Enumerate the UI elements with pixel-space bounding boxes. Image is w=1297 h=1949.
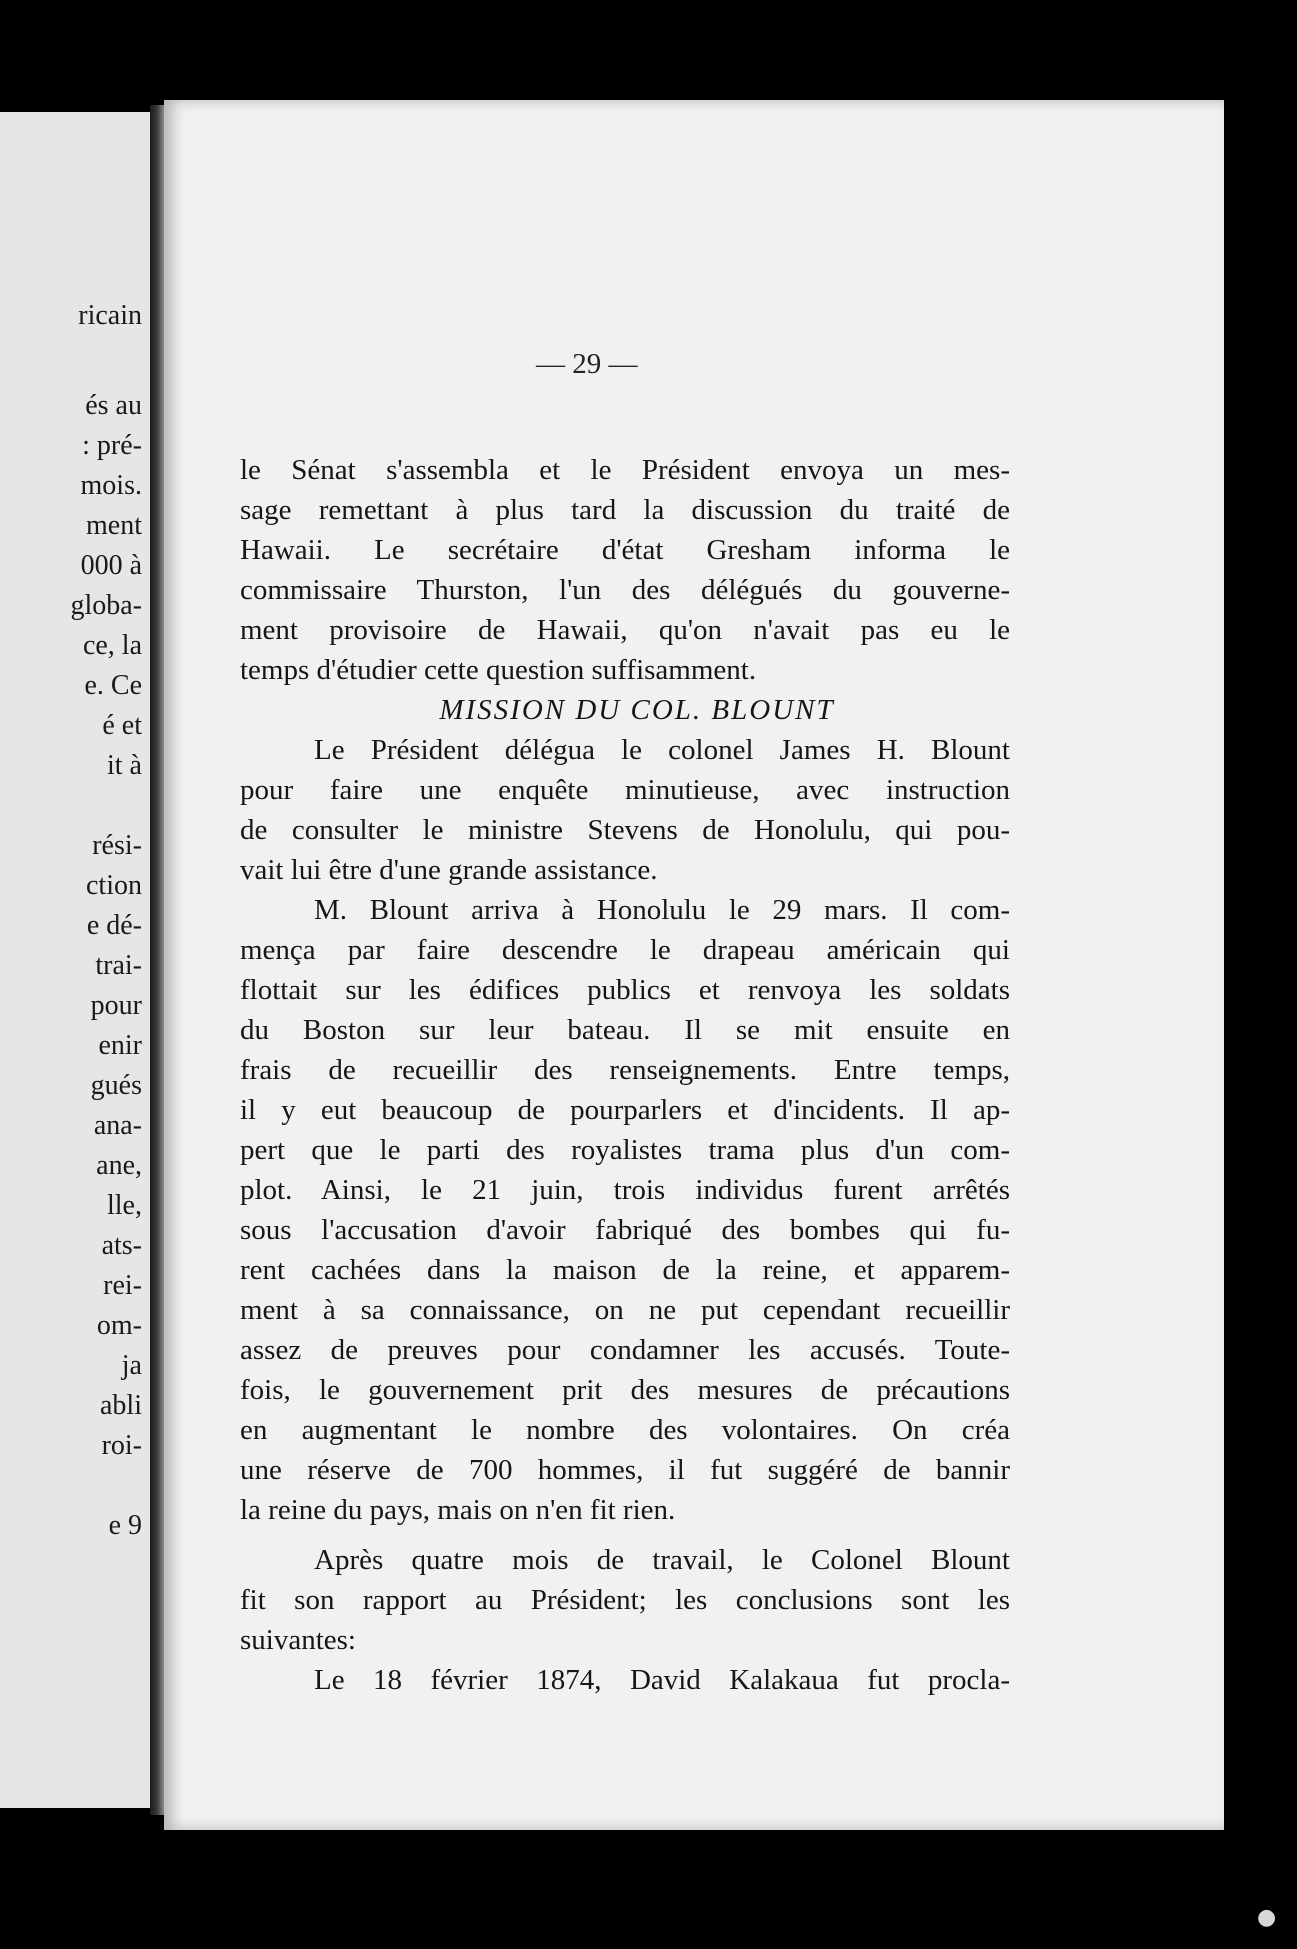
text-line: Hawaii. Le secrétaire d'état Gresham informa le (240, 534, 1010, 566)
text-line: la reine du pays, mais on n'en fit rien. (240, 1494, 676, 1526)
text-line: plot. Ainsi, le 21 juin, trois individus furent arrêtés (240, 1174, 1010, 1206)
left-page-text-fragment: : pré- (82, 430, 142, 461)
text-line: fois, le gouvernement prit des mesures de précautions (240, 1374, 1010, 1406)
left-page-text-fragment: ats- (101, 1230, 142, 1261)
page-text (240, 450, 1010, 1700)
left-page-text-fragment: om- (96, 1310, 142, 1341)
left-page-text-fragment: ce, la (82, 630, 142, 661)
left-page-text-fragment: pour (90, 990, 142, 1021)
left-page-text-fragment: trai- (95, 950, 142, 981)
paragraph-spacer (240, 1530, 1010, 1540)
left-page-text-fragment: globa- (70, 590, 142, 621)
text-line: flottait sur les édifices publics et renvoya les soldats (240, 974, 1010, 1006)
left-page-text-fragment: rei- (103, 1270, 142, 1301)
left-page-text-fragment: roi- (101, 1430, 142, 1461)
text-line: du Boston sur leur bateau. Il se mit ensuite en (240, 1014, 1010, 1046)
left-page-text-fragment: e. Ce (84, 670, 142, 701)
text-line: sage remettant à plus tard la discussion du traité de (240, 494, 1010, 526)
text-line: mença par faire descendre le drapeau américain qui (240, 934, 1010, 966)
text-line: en augmentant le nombre des volontaires. On créa (240, 1414, 1010, 1446)
left-page-text-fragment: ja (121, 1350, 142, 1381)
text-line: de consulter le ministre Stevens de Honolulu, qui pou- (240, 814, 1010, 846)
corner-speck-icon: ● (1257, 1905, 1277, 1930)
left-page-fragment (0, 112, 150, 1808)
left-page-text-fragment: ction (86, 870, 142, 901)
text-line: commissaire Thurston, l'un des délégués du gouverne- (240, 574, 1010, 606)
text-line: une réserve de 700 hommes, il fut suggéré de bannir (240, 1454, 1010, 1486)
book-page (164, 100, 1224, 1830)
left-page-text-fragment: e dé- (86, 910, 142, 941)
text-line: sous l'accusation d'avoir fabriqué des bombes qui fu- (240, 1214, 1010, 1246)
paragraph-1 (240, 450, 1010, 690)
paragraph-3 (240, 890, 1010, 1530)
section-heading: MISSION DU COL. BLOUNT (439, 694, 835, 726)
text-line: rent cachées dans la maison de la reine, et apparem- (240, 1254, 1010, 1286)
text-line: pour faire une enquête minutieuse, avec instruction (240, 774, 1010, 806)
text-line: Le 18 février 1874, David Kalakaua fut procla- (314, 1664, 1010, 1696)
left-page-text-fragment: ment (86, 510, 142, 541)
left-page-text-fragment: ane, (96, 1150, 142, 1181)
text-line: temps d'étudier cette question suffisamment. (240, 654, 757, 686)
text-line: vait lui être d'une grande assistance. (240, 854, 658, 886)
text-line: frais de recueillir des renseignements. Entre temps, (240, 1054, 1010, 1086)
left-page-text-fragment: ana- (93, 1110, 142, 1141)
left-page-text-fragment: gués (90, 1070, 142, 1101)
left-page-text-fragment: é et (102, 710, 142, 741)
text-line: Le Président délégua le colonel James H. Blount (314, 734, 1010, 766)
paragraph-5 (240, 1660, 1010, 1700)
text-line: ment provisoire de Hawaii, qu'on n'avait pas eu le (240, 614, 1010, 646)
left-page-text-fragment: lle, (107, 1190, 142, 1221)
paragraph-4 (240, 1540, 1010, 1660)
left-page-text-fragment: rési- (92, 830, 142, 861)
text-line: fit son rapport au Président; les conclusions sont les (240, 1584, 1010, 1616)
text-line: le Sénat s'assembla et le Président envoya un mes- (240, 454, 1010, 486)
text-line: Après quatre mois de travail, le Colonel Blount (314, 1544, 1010, 1576)
left-page-text-fragment: mois. (80, 470, 142, 501)
text-line: ment à sa connaissance, on ne put cependant recueillir (240, 1294, 1010, 1326)
text-line: pert que le parti des royalistes trama plus d'un com- (240, 1134, 1010, 1166)
text-line: assez de preuves pour condamner les accusés. Toute- (240, 1334, 1010, 1366)
text-line: suivantes: (240, 1624, 356, 1656)
left-page-text-fragment: ricain (78, 300, 142, 331)
left-page-text-fragment: 000 à (80, 550, 142, 581)
book-gutter (150, 105, 164, 1815)
left-page-text-fragment: enir (98, 1030, 142, 1061)
left-page-text-fragment: abli (100, 1390, 142, 1421)
left-page-text-fragment: és au (85, 390, 142, 421)
text-line: il y eut beaucoup de pourparlers et d'incidents. Il ap- (240, 1094, 1010, 1126)
paragraph-2 (240, 730, 1010, 890)
text-line: M. Blount arriva à Honolulu le 29 mars. Il com- (314, 894, 1010, 926)
page-number: — 29 — (536, 348, 638, 380)
left-page-text-fragment: e 9 (108, 1510, 142, 1541)
left-page-text-fragment: it à (107, 750, 142, 781)
